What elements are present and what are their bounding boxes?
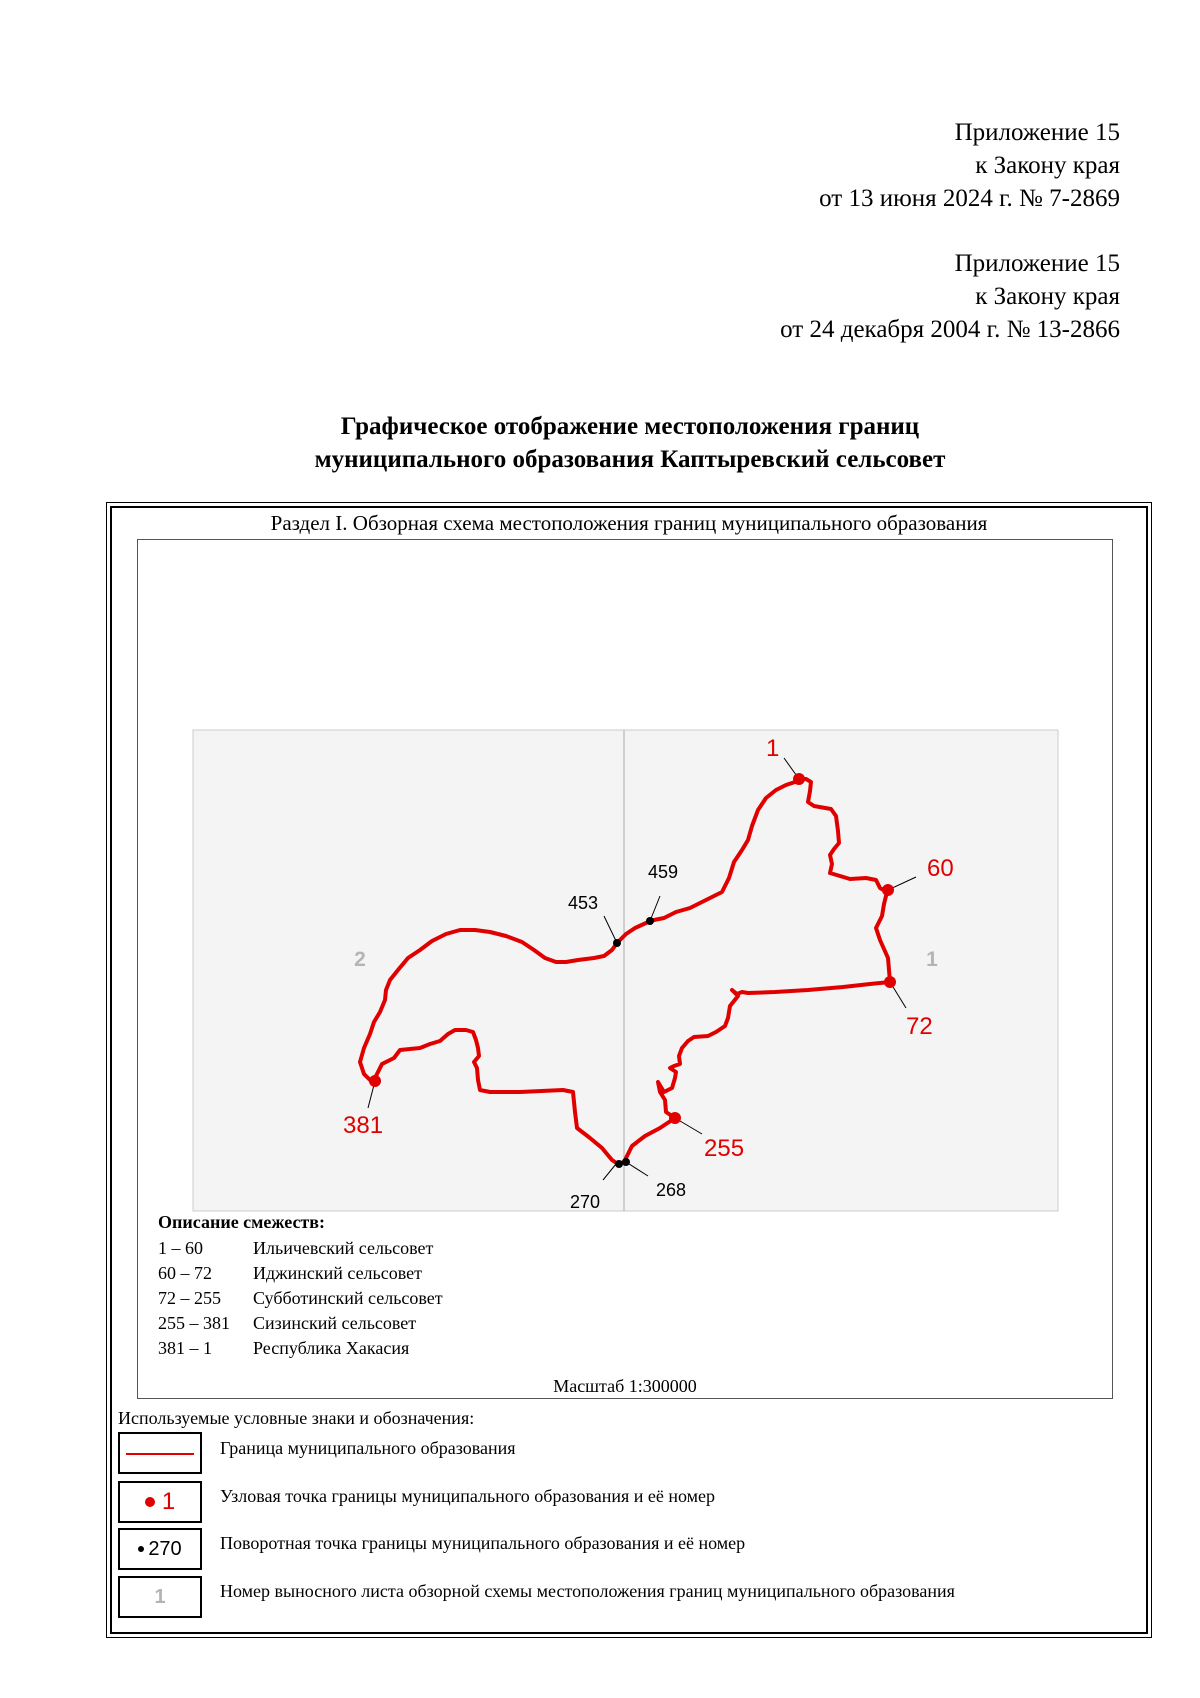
turning-point-label: 268: [656, 1180, 687, 1200]
legend-item-text: Узловая точка границы муниципального образования и её номер: [220, 1486, 716, 1506]
turning-point-sample: [120, 1530, 200, 1568]
adjacency-range: 1 – 60: [158, 1238, 203, 1258]
legend-item-text: Граница муниципального образования: [220, 1438, 516, 1458]
adjacency-row: [158, 1338, 409, 1359]
turning-point-marker: [622, 1158, 630, 1166]
adjacency-range: 255 – 381: [158, 1313, 230, 1333]
map-scale: Масштаб 1:300000: [553, 1376, 697, 1396]
legend-item-text: Поворотная точка границы муниципального образования и её номер: [220, 1533, 746, 1553]
turning-point-marker: [613, 939, 621, 947]
nodal-point-label: 60: [927, 855, 954, 882]
sheet-number-label: 1: [926, 948, 938, 971]
legend-boundary-swatch: [118, 1432, 202, 1474]
appendix-line: Приложение 15: [954, 250, 1120, 277]
turning-point-marker: [615, 1160, 623, 1168]
nodal-point-marker: [369, 1075, 381, 1087]
adjacency-row: [158, 1263, 422, 1284]
turning-point-label: 459: [648, 862, 679, 882]
adjacency-row: [158, 1288, 443, 1309]
nodal-point-label: 72: [906, 1013, 933, 1040]
appendix-line: от 24 декабря 2004 г. № 13-2866: [780, 316, 1120, 343]
adjacency-name: Субботинский сельсовет: [253, 1288, 443, 1308]
appendix-line: к Закону края: [975, 283, 1120, 310]
boundary-line-sample: [126, 1453, 194, 1455]
nodal-point-marker: [884, 976, 896, 988]
title-line: муниципального образования Каптыревский сельсовет: [314, 446, 946, 473]
legend-nodal-swatch: [118, 1481, 202, 1523]
adjacency-name: Республика Хакасия: [253, 1338, 410, 1358]
adjacency-range: 60 – 72: [158, 1263, 212, 1283]
nodal-point-sample: [120, 1483, 200, 1521]
turning-point-label: 453: [568, 893, 599, 913]
legend-title: Используемые условные знаки и обозначения:: [118, 1408, 475, 1428]
appendix-line: от 13 июня 2024 г. № 7-2869: [819, 185, 1120, 212]
adjacency-range: 381 – 1: [158, 1338, 212, 1358]
legend-turning-swatch: [118, 1528, 202, 1570]
nodal-dot-icon: [145, 1497, 155, 1507]
nodal-point-marker: [669, 1112, 681, 1124]
turning-sample-number: 270: [148, 1537, 182, 1560]
adjacency-row: [158, 1313, 416, 1334]
adjacency-name: Ильичевский сельсовет: [253, 1238, 434, 1258]
appendix-line: к Закону края: [975, 152, 1120, 179]
legend-sheet-swatch: [118, 1576, 202, 1618]
nodal-point-label: 255: [704, 1135, 745, 1162]
turning-point-label: 270: [570, 1192, 601, 1212]
nodal-sample-number: 1: [161, 1488, 176, 1515]
adjacency-name: Иджинский сельсовет: [253, 1263, 422, 1283]
appendix-line: Приложение 15: [954, 119, 1120, 146]
adjacency-name: Сизинский сельсовет: [253, 1313, 417, 1333]
sheet-sample-number: 1: [154, 1585, 166, 1608]
section-title: Раздел I. Обзорная схема местоположения границ муниципального образования: [270, 511, 988, 535]
adjacency-range: 72 – 255: [158, 1288, 221, 1308]
sheet-number-label: 2: [354, 948, 366, 971]
legend-item-text: Номер выносного листа обзорной схемы местоположения границ муниципального образования: [220, 1581, 955, 1601]
sheet-number-sample: [120, 1578, 200, 1616]
nodal-point-label: 1: [766, 735, 780, 762]
nodal-point-label: 381: [343, 1112, 384, 1139]
adjacency-row: [158, 1238, 433, 1259]
turning-dot-icon: [138, 1546, 144, 1552]
title-line: Графическое отображение местоположения границ: [340, 413, 920, 440]
adjacency-heading: Описание смежеств:: [158, 1212, 325, 1232]
nodal-point-marker: [882, 884, 894, 896]
turning-point-marker: [646, 917, 654, 925]
nodal-point-marker: [793, 773, 805, 785]
